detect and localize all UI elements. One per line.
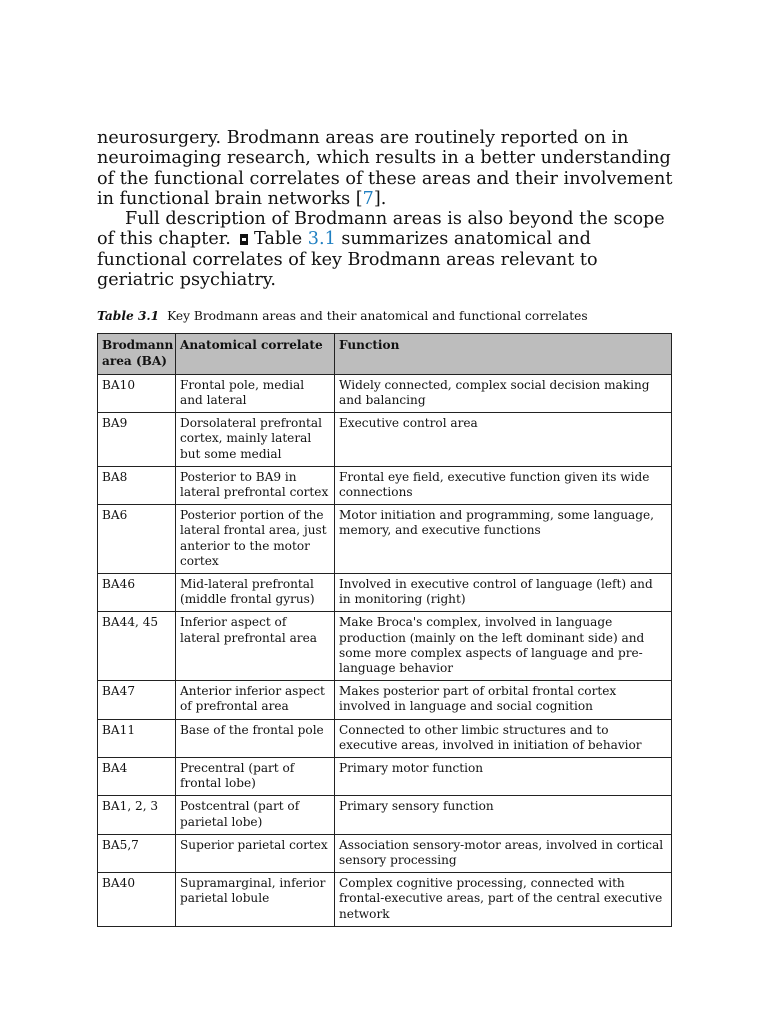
cell-anatomical: Superior parietal cortex bbox=[176, 834, 335, 872]
cell-area: BA40 bbox=[98, 873, 176, 927]
body-paragraph-2 bbox=[97, 209, 673, 290]
cell-area: BA4 bbox=[98, 758, 176, 796]
cell-anatomical: Posterior portion of the lateral frontal area, just anterior to the motor cortex bbox=[176, 505, 335, 574]
cell-anatomical: Frontal pole, medial and lateral bbox=[176, 374, 335, 412]
cell-area: BA10 bbox=[98, 374, 176, 412]
cell-anatomical: Mid-lateral prefrontal (middle frontal gyrus) bbox=[176, 574, 335, 612]
cell-area: BA47 bbox=[98, 681, 176, 719]
table-row bbox=[98, 834, 672, 872]
cell-area: BA8 bbox=[98, 466, 176, 504]
table-row bbox=[98, 574, 672, 612]
cell-area: BA44, 45 bbox=[98, 612, 176, 681]
table-row bbox=[98, 873, 672, 927]
table-caption-label: Table 3.1 bbox=[97, 309, 160, 324]
cell-area: BA46 bbox=[98, 574, 176, 612]
cell-anatomical: Base of the frontal pole bbox=[176, 719, 335, 757]
body-paragraph-1 bbox=[97, 128, 673, 209]
cell-function: Complex cognitive processing, connected with frontal-executive areas, part of the central executive network bbox=[335, 873, 672, 927]
table-row bbox=[98, 505, 672, 574]
cell-function: Makes posterior part of orbital frontal cortex involved in language and social cognition bbox=[335, 681, 672, 719]
cell-anatomical: Supramarginal, inferior parietal lobule bbox=[176, 873, 335, 927]
table-caption-text: Key Brodmann areas and their anatomical and functional correlates bbox=[167, 309, 588, 324]
table-row bbox=[98, 796, 672, 834]
cell-function: Primary sensory function bbox=[335, 796, 672, 834]
document-page bbox=[97, 128, 673, 927]
table-caption bbox=[97, 308, 673, 324]
cell-anatomical: Dorsolateral prefrontal cortex, mainly lateral but some medial bbox=[176, 413, 335, 467]
table-row bbox=[98, 413, 672, 467]
cell-anatomical: Anterior inferior aspect of prefrontal area bbox=[176, 681, 335, 719]
table-reference-icon bbox=[240, 234, 248, 245]
paragraph-1-text-b: ]. bbox=[373, 188, 387, 209]
cell-function: Motor initiation and programming, some language, memory, and executive functions bbox=[335, 505, 672, 574]
cell-anatomical: Posterior to BA9 in lateral prefrontal cortex bbox=[176, 466, 335, 504]
table-header-row bbox=[98, 334, 672, 374]
cell-area: BA6 bbox=[98, 505, 176, 574]
table-row bbox=[98, 681, 672, 719]
cell-function: Executive control area bbox=[335, 413, 672, 467]
table-row bbox=[98, 612, 672, 681]
table-row bbox=[98, 758, 672, 796]
table-row bbox=[98, 466, 672, 504]
cell-function: Connected to other limbic structures and to executive areas, involved in initiation of behavior bbox=[335, 719, 672, 757]
paragraph-2-text-b: Table bbox=[248, 229, 308, 250]
cell-function: Association sensory-motor areas, involved in cortical sensory processing bbox=[335, 834, 672, 872]
header-anatomical-correlate: Anatomical correlate bbox=[176, 334, 335, 374]
cell-function: Involved in executive control of language (left) and in monitoring (right) bbox=[335, 574, 672, 612]
cell-area: BA5,7 bbox=[98, 834, 176, 872]
cell-function: Frontal eye field, executive function given its wide connections bbox=[335, 466, 672, 504]
paragraph-1-text-a: neurosurgery. Brodmann areas are routinely reported on in neuroimaging research, which results in a better understanding of the functional correlates of these areas and their involvement in functional brain networks [ bbox=[97, 128, 673, 209]
cell-anatomical: Precentral (part of frontal lobe) bbox=[176, 758, 335, 796]
cell-area: BA9 bbox=[98, 413, 176, 467]
cell-function: Widely connected, complex social decision making and balancing bbox=[335, 374, 672, 412]
header-function: Function bbox=[335, 334, 672, 374]
cell-area: BA1, 2, 3 bbox=[98, 796, 176, 834]
cell-function: Make Broca's complex, involved in language production (mainly on the left dominant side) and some more complex aspects of language and pre-language behavior bbox=[335, 612, 672, 681]
citation-link-7[interactable]: 7 bbox=[362, 188, 374, 209]
header-brodmann-area: Brodmann area (BA) bbox=[98, 334, 176, 374]
brodmann-table bbox=[97, 333, 672, 927]
cell-anatomical: Inferior aspect of lateral prefrontal area bbox=[176, 612, 335, 681]
cell-anatomical: Postcentral (part of parietal lobe) bbox=[176, 796, 335, 834]
table-row bbox=[98, 719, 672, 757]
cell-area: BA11 bbox=[98, 719, 176, 757]
cell-function: Primary motor function bbox=[335, 758, 672, 796]
paragraph-2-text-c: summarizes anatomical and functional correlates of key Brodmann areas relevant to geriatric psychiatry. bbox=[97, 229, 598, 291]
paragraph-2-text-a: Full description of Brodmann areas is also beyond the scope of this chapter. bbox=[97, 209, 665, 250]
table-row bbox=[98, 374, 672, 412]
table-ref-link[interactable]: 3.1 bbox=[307, 229, 336, 250]
